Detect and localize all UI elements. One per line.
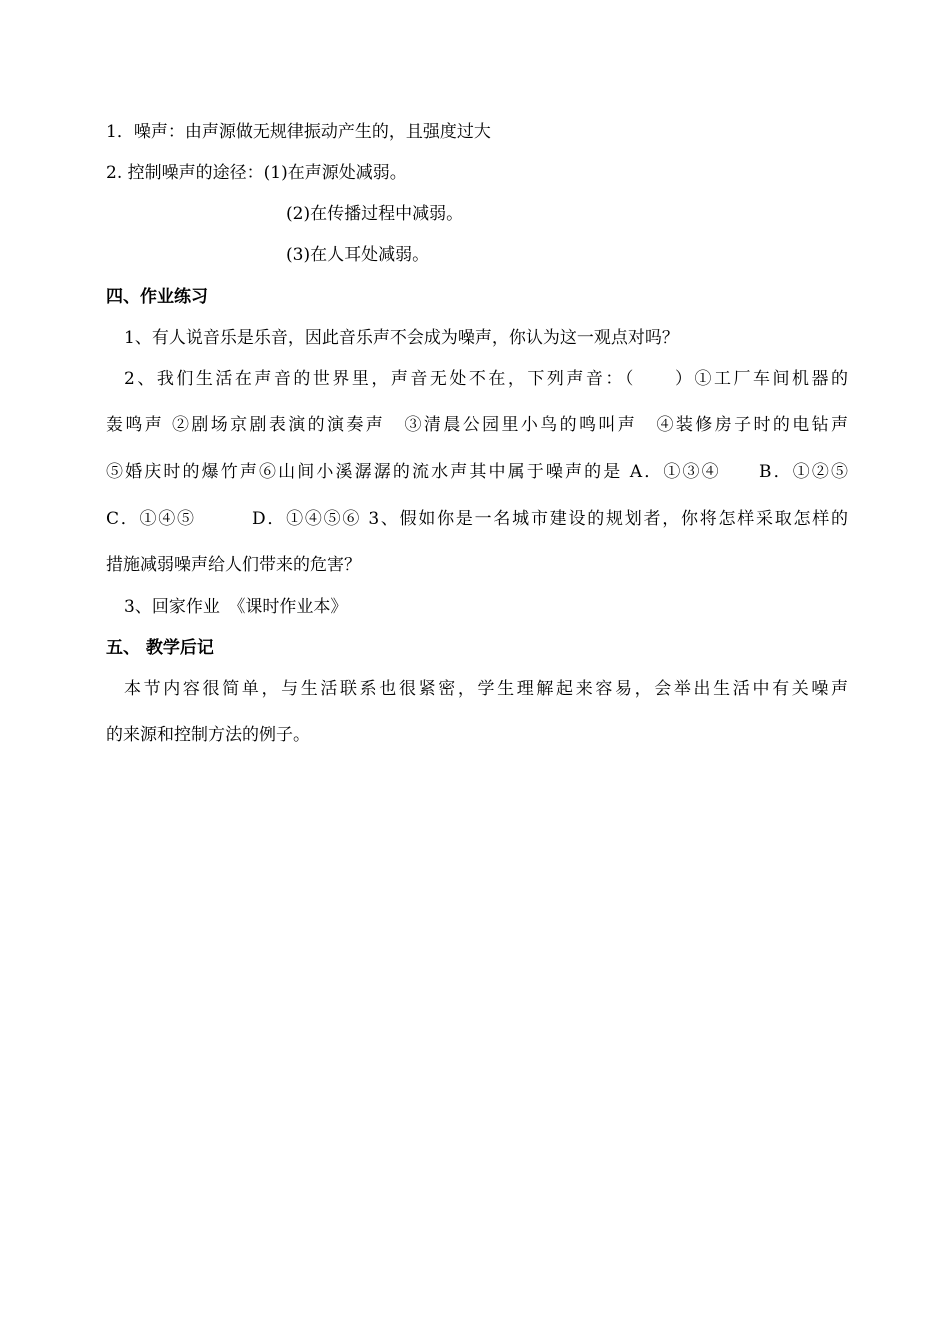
teaching-notes-paragraph-line-1: 本节内容很简单，与生活联系也很紧密，学生理解起来容易，会举出生活中有关噪声 <box>124 679 848 699</box>
homework-question-2-line-5: 措施减弱噪声给人们带来的危害？ <box>106 555 361 575</box>
homework-question-2-line-1: 2、我们生活在声音的世界里，声音无处不在，下列声音：（ ）①工厂车间机器的 <box>124 369 848 389</box>
summary-subitem-transmission: (2)在传播过程中减弱。 <box>286 204 464 224</box>
teaching-notes-paragraph-line-2: 的来源和控制方法的例子。 <box>106 725 310 745</box>
section-heading-teaching-notes: 五、 教学后记 <box>106 638 214 658</box>
summary-item-noise-control: 2. 控制噪声的途径：(1)在声源处减弱。 <box>106 163 407 183</box>
homework-question-2-line-2: 轰鸣声 ②剧场京剧表演的演奏声 ③清晨公园里小鸟的鸣叫声 ④装修房子时的电钻声 <box>106 415 848 435</box>
summary-subitem-ear: (3)在人耳处减弱。 <box>286 245 430 265</box>
section-heading-homework: 四、作业练习 <box>106 287 208 307</box>
summary-item-noise-definition: 1．噪声：由声源做无规律振动产生的，且强度过大 <box>106 122 491 142</box>
homework-question-2-line-4: C．①④⑤ D．①④⑤⑥ 3、假如你是一名城市建设的规划者，你将怎样采取怎样的 <box>106 509 848 529</box>
homework-question-3: 3、回家作业 《课时作业本》 <box>124 597 348 617</box>
homework-question-2-line-3: ⑤婚庆时的爆竹声⑥山间小溪潺潺的流水声其中属于噪声的是 A．①③④ B．①②⑤ <box>106 462 848 482</box>
homework-question-1: 1、有人说音乐是乐音，因此音乐声不会成为噪声，你认为这一观点对吗？ <box>124 328 679 348</box>
